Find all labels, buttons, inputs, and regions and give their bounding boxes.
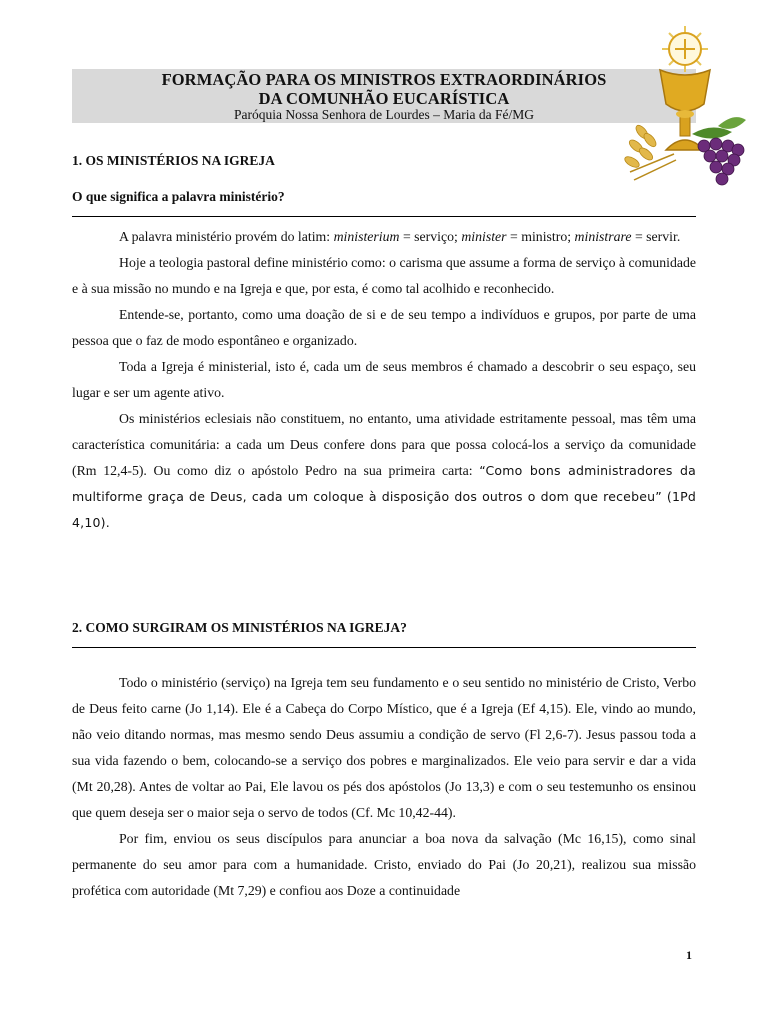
section-1-question: O que significa a palavra ministério? xyxy=(72,189,285,204)
section-1-body xyxy=(72,224,696,536)
section-1-heading: 1. OS MINISTÉRIOS NA IGREJA xyxy=(72,153,275,168)
paragraph: A palavra ministério provém do latim: ministerium = serviço; minister = ministro; ministrare = servir. xyxy=(119,229,681,244)
paragraph: Por fim, enviou os seus discípulos para anunciar a boa nova da salvação (Mc 16,15), como sinal permanente do seu amor para com a humanidade. Cristo, enviado do Pai (Jo 20,21), realizou sua missão profética com autoridade (Mt 7,29) e confiou aos Doze a continuidade xyxy=(72,831,696,898)
paragraph: Hoje a teologia pastoral define ministério como: o carisma que assume a forma de serviço à comunidade e à sua missão no mundo e na Igreja e que, por esta, é como tal acolhido e reconhecido. xyxy=(72,255,696,296)
section-2-body xyxy=(72,670,696,904)
paragraph: Os ministérios eclesiais não constituem, no entanto, uma atividade estritamente pessoal, mas têm uma característica comunitária: a cada um Deus confere dons para que possa colocá-los a serviço da comunidade (Rm 12,4-5). Ou como diz o apóstolo Pedro na sua primeira carta: “Como bons administradores da multiforme graça de Deus, cada um coloque à disposição dos outros o dom que recebeu” (1Pd 4,10). xyxy=(72,411,696,530)
paragraph: Todo o ministério (serviço) na Igreja tem seu fundamento e o seu sentido no ministério de Cristo, Verbo de Deus feito carne (Jo 1,14). Ele é a Cabeça do Corpo Místico, que é a Igreja (Ef 4,15). Ele, vindo ao mundo, não veio ditando normas, mas mesmo sendo Deus assumiu a condição de servo (Fl 2,6-7). Jesus passou toda a sua vida fazendo o bem, colocando-se a serviço dos pobres e marginalizados. Ele veio para servir e dar a vida (Mt 20,28). Antes de voltar ao Pai, Ele lavou os pés dos apóstolos (Jo 13,3) e com o seu testemunho os ensinou que quem deseja ser o maior seja o servo de todos (Cf. Mc 10,42-44). xyxy=(72,675,696,820)
bible-quote: “Como bons administradores da multiforme graça de Deus, cada um coloque à disposição dos outros o dom que recebeu” (1Pd 4,10). xyxy=(72,463,696,530)
chalice-with-host-grapes-wheat-icon xyxy=(622,22,748,190)
parish-subtitle: Paróquia Nossa Senhora de Lourdes – Maria da Fé/MG xyxy=(234,107,534,122)
divider xyxy=(72,647,696,648)
paragraph: Entende-se, portanto, como uma doação de si e de seu tempo a indivíduos e grupos, por parte de uma pessoa que o faz de modo espontâneo e organizado. xyxy=(72,307,696,348)
document-title-line-2: DA COMUNHÃO EUCARÍSTICA xyxy=(258,89,510,108)
section-2-heading: 2. COMO SURGIRAM OS MINISTÉRIOS NA IGREJA? xyxy=(72,620,407,635)
document-title-line-1: FORMAÇÃO PARA OS MINISTROS EXTRAORDINÁRIOS xyxy=(161,70,607,89)
divider xyxy=(72,216,696,217)
paragraph: Toda a Igreja é ministerial, isto é, cada um de seus membros é chamado a descobrir o seu espaço, seu lugar e ser um agente ativo. xyxy=(72,359,696,400)
page-number: 1 xyxy=(686,948,692,962)
